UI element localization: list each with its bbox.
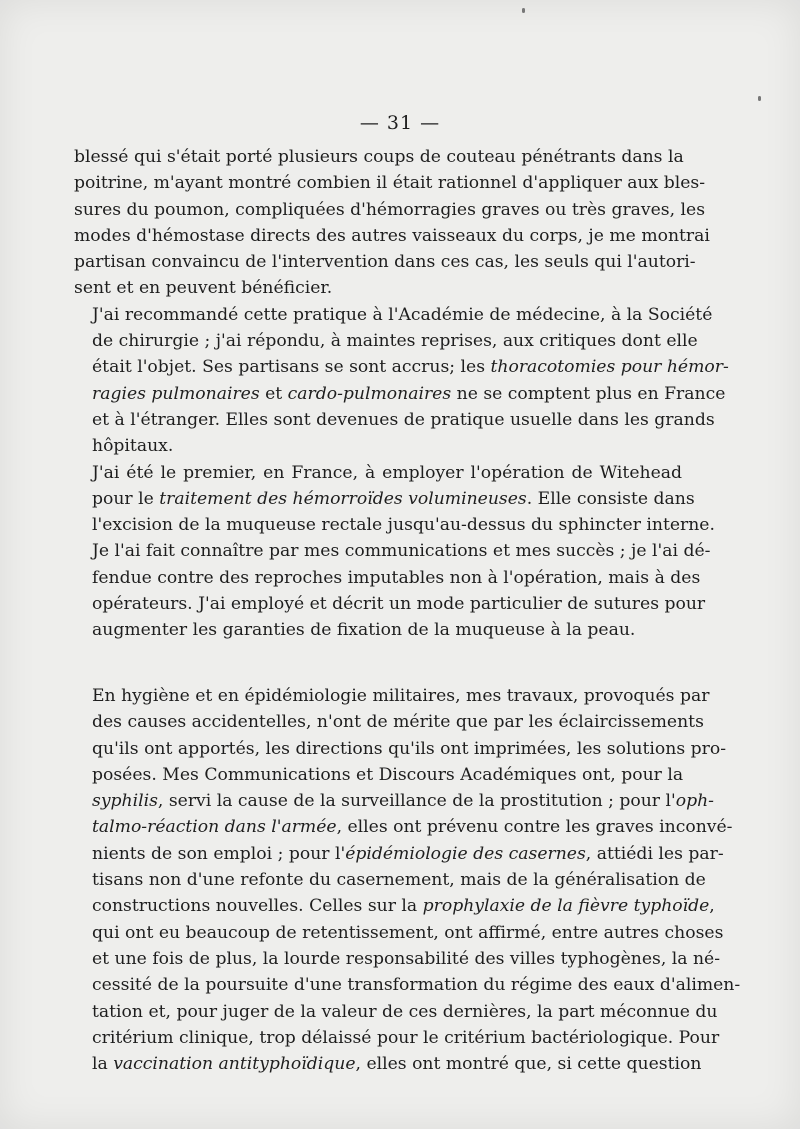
text-run: augmenter les garanties de fixation de la muqueuse à la peau. [92,620,636,641]
text-run: , elles ont montré que, si cette question [355,1054,702,1075]
text-line [74,762,682,788]
italic-run: vaccination antityphoïdique [113,1054,356,1075]
text-line [74,841,724,867]
text-run: hôpitaux. [92,436,174,457]
text-line [74,617,682,643]
text-run: la [92,1054,114,1075]
text-run: partisan convaincu de l'intervention dans ces cas, les seuls qui l'autori- [74,252,696,273]
text-run: , elles ont prévenu contre les graves inconvé- [336,817,733,838]
text-line [74,249,696,275]
paper-speck [758,96,761,101]
text-line [74,788,714,814]
text-line [74,407,715,433]
text-line [74,1025,720,1051]
text-run: sures du poumon, compliquées d'hémorragies graves ou très graves, les [74,199,706,220]
text-run: J'ai recommandé cette pratique à l'Académie de médecine, à la Société [92,304,713,325]
text-line [74,328,698,354]
text-line [74,223,710,249]
paragraph [74,683,741,1077]
text-run: de chirurgie ; j'ai répondu, à maintes reprises, aux critiques dont elle [92,331,698,352]
text-run: pour le [92,488,160,509]
text-run: tisans non d'une refonte du casernement, mais de la généralisation de [92,870,706,891]
text-run: opérateurs. J'ai employé et décrit un mode particulier de sutures pour [92,594,706,615]
text-run: modes d'hémostase directs des autres vaisseaux du corps, je me montrai [74,225,710,246]
text-run: qu'ils ont apportés, les directions qu'ils ont imprimées, les solutions pro- [92,738,726,759]
text-line [74,972,741,998]
text-run: critérium clinique, trop délaissé pour le critérium bactériologique. Pour [92,1027,720,1048]
italic-run: oph- [675,791,714,812]
text-run: . Elle consiste dans [526,488,695,509]
text-line [74,867,706,893]
text-run: fendue contre des reproches imputables non à l'opération, mais à des [92,567,701,588]
italic-run: talmo-réaction dans l'armée [92,817,337,838]
text-line [74,197,706,223]
text-run: l'excision de la muqueuse rectale jusqu'au-dessus du sphincter interne. [92,515,715,536]
italic-run: ragies pulmonaires [92,383,260,404]
text-run: posées. Mes Communications et Discours Académiques ont, pour la [92,764,684,785]
paragraph [74,460,715,644]
text-run: , attiédi les par- [585,843,724,864]
text-run: nients de son emploi ; pour l' [92,843,346,864]
italic-run: thoracotomies pour hémor- [490,357,729,378]
text-line [74,144,682,170]
paragraph [74,144,710,302]
page-number: — 31 — [359,112,441,134]
text-line [74,538,711,564]
text-line [74,565,701,591]
text-line [74,170,706,196]
italic-run: prophylaxie de la fièvre typhoïde [422,896,710,917]
text-line [74,920,724,946]
text-run: sent et en peuvent bénéficier. [74,278,333,299]
text-run: des causes accidentelles, n'ont de mérite que par les éclaircissements [92,712,704,733]
text-line [74,814,733,840]
text-run: ne se comptent plus en France [451,383,726,404]
text-run: Je l'ai fait connaître par mes communications et mes succès ; je l'ai dé- [92,541,711,562]
italic-run: traitement des hémorroïdes volumineuses [159,488,527,509]
text-line [74,591,706,617]
text-run: était l'objet. Ses partisans se sont accrus; les [92,357,491,378]
text-run: et [259,383,288,404]
text-block-lower [74,683,741,1077]
paper-speck [522,8,525,13]
text-run: , [709,896,715,917]
text-line [74,433,682,459]
text-run: cessité de la poursuite d'une transformation du régime des eaux d'alimen- [92,975,741,996]
text-line [74,709,704,735]
text-run: blessé qui s'était porté plusieurs coups de couteau pénétrants dans la [74,147,684,167]
text-line [74,946,721,972]
text-run: constructions nouvelles. Celles sur la [92,896,423,917]
text-run: En hygiène et en épidémiologie militaires, mes travaux, provoqués par [92,686,710,706]
text-run: J'ai été le premier, en France, à employer l'opération de Witehead [92,462,682,483]
text-line [74,683,710,709]
text-run: et à l'étranger. Elles sont devenues de pratique usuelle dans les grands [92,409,715,430]
text-run: poitrine, m'ayant montré combien il était rationnel d'appliquer aux bles- [74,173,706,194]
paragraph [74,302,729,460]
italic-run: cardo-pulmonaires [287,383,452,404]
text-line [74,1051,702,1077]
text-line [74,275,682,301]
text-line [74,736,726,762]
text-line [74,486,695,512]
text-run: et une fois de plus, la lourde responsabilité des villes typhogènes, la né- [92,948,721,969]
text-run: qui ont eu beaucoup de retentissement, ont affirmé, entre autres choses [92,922,724,943]
text-block-upper [74,144,729,644]
text-run: tation et, pour juger de la valeur de ces dernières, la part méconnue du [92,1001,718,1022]
text-line [74,460,682,486]
text-line [74,512,715,538]
italic-run: syphilis [92,791,158,812]
text-line [74,893,715,919]
text-run: , servi la cause de la surveillance de la prostitution ; pour l' [157,791,676,812]
text-line [74,354,729,380]
text-line [74,302,713,328]
text-line [74,999,718,1025]
italic-run: épidémiologie des casernes [345,843,586,864]
text-line [74,381,726,407]
